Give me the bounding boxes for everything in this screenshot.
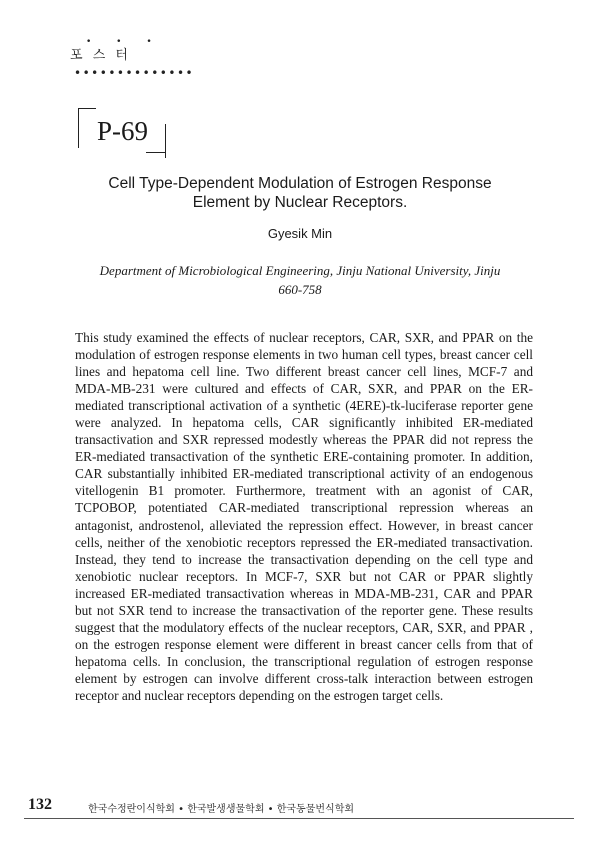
paper-author: Gyesik Min (267, 226, 333, 241)
footer-rule (24, 818, 574, 819)
code-box-top-rule (78, 108, 96, 109)
footer-societies: 한국수정란이식학회 • 한국발생생물학회 • 한국동물번식학회 (88, 804, 355, 815)
paper-title-line-1: Cell Type-Dependent Modulation of Estrogen Response (108, 175, 492, 192)
page-number: 132 (28, 796, 52, 813)
code-box-left-rule (78, 108, 79, 148)
section-label: 포 스 터 (70, 48, 131, 63)
poster-code: P-69 (97, 116, 149, 146)
poster-code-box (76, 104, 176, 156)
affiliation-line-1: Department of Microbiological Engineering, Jinju National University, Jinju (99, 263, 501, 278)
section-dots-top: • • • (86, 37, 163, 47)
paper-affiliation (70, 261, 530, 299)
paper-title (70, 174, 530, 212)
affiliation-line-2: 660-758 (278, 282, 322, 297)
section-dot-divider: •••••••••••••• (74, 66, 195, 80)
paper-title-line-2: Element by Nuclear Receptors. (192, 194, 408, 211)
code-box-bottom-rule (146, 152, 166, 153)
abstract-text: This study examined the effects of nuclear receptors, CAR, SXR, and PPAR on the modulation of estrogen response elements in two human cell types, breast cancer cell lines and hepatoma cell line. Two different breast cancer cell lines, MCF-7 and MDA-MB-231 were cultured and effects of CAR, SXR, and PPAR on the ER-mediated transcriptional activation of a synthetic (4ERE)-tk-luciferase reporter gene were analyzed. In hepatoma cells, CAR significantly inhibited ER-mediated transactivation and SXR repressed modestly whereas the PPAR did not repress the ER-mediated transactivation of the synthetic ERE-containing promoter. In addition, CAR substantially inhibited ER-mediated transcriptional activity of an endogenous vitellogenin B1 promoter. Furthermore, treatment with an agonist of CAR, TCPOBOP, potentiated CAR-mediated transcriptional repression whereas an antagonist, androstenol, alleviated the repression effect. However, in breast cancer cells, neither of the xenobiotic receptors repressed the ER-mediated transactivation. Instead, they tend to increase the transactivation depending on the cell type and xenobiotic nuclear receptors. In MCF-7, SXR but not CAR or PPAR slightly increased ER-mediated transactivation whereas in MDA-MB-231, CAR and PPAR but not SXR tend to increase the transactivation of the reporter gene. These results suggest that the modulatory effects of the nuclear receptors, CAR, SXR, and PPAR , on the estrogen response element were different in breast cancer cells from that of hepatoma cells. In conclusion, the transcriptional regulation of estrogen response element by estrogen can involve different cross-talk interaction between estrogen receptor and nuclear receptors depending on the estrogen target cells. (75, 330, 533, 703)
